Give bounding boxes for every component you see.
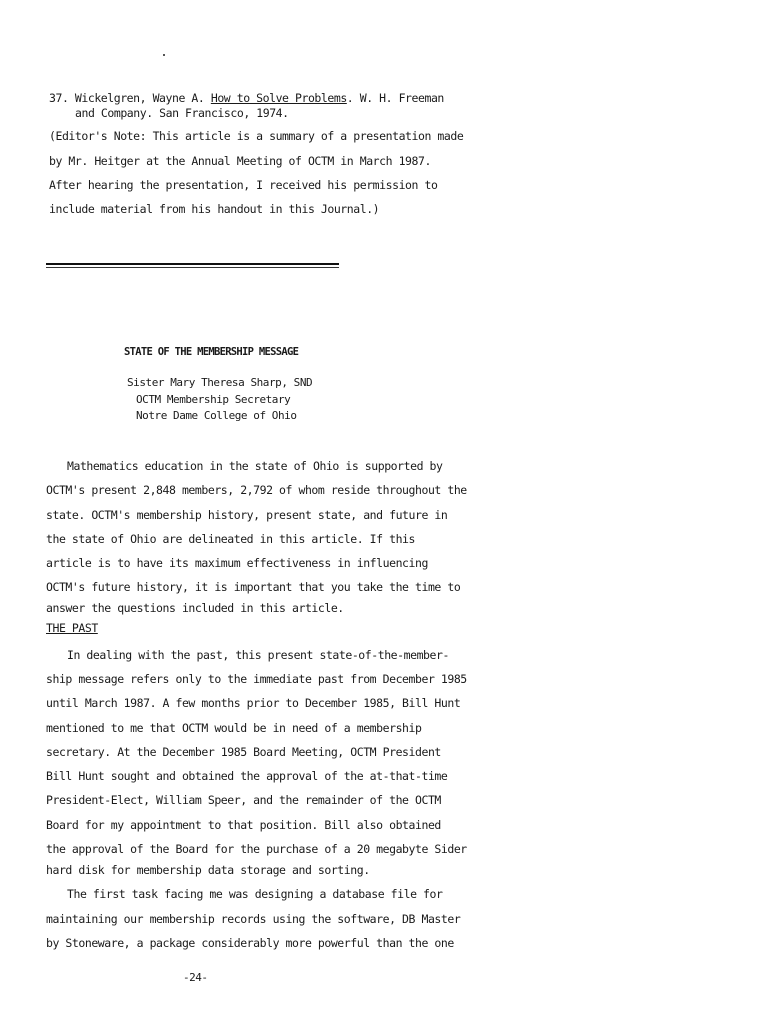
- paragraph-3-line-3: by Stoneware, a package considerably more powerful than the one: [46, 936, 454, 950]
- paragraph-1-line-4: the state of Ohio are delineated in this article. If this: [46, 532, 415, 546]
- paragraph-2-line-2: ship message refers only to the immediate past from December 1985: [46, 672, 467, 686]
- paragraph-1-line-6: OCTM's future history, it is important that you take the time to: [46, 580, 461, 594]
- page-number: -24-: [183, 971, 208, 984]
- reference-publisher: . W. H. Freeman: [346, 91, 444, 105]
- reference-author: 37. Wickelgren, Wayne A.: [49, 91, 211, 105]
- paragraph-2-line-4: mentioned to me that OCTM would be in need of a membership: [46, 721, 422, 735]
- paragraph-1-line-3: state. OCTM's membership history, present state, and future in: [46, 508, 448, 522]
- article-title: STATE OF THE MEMBERSHIP MESSAGE: [124, 346, 299, 358]
- editors-note-line-1: (Editor's Note: This article is a summary of a presentation made: [49, 129, 464, 143]
- section-heading-the-past: THE PAST: [46, 621, 98, 635]
- paragraph-2-line-3: until March 1987. A few months prior to December 1985, Bill Hunt: [46, 696, 461, 710]
- paragraph-2-line-1: In dealing with the past, this present state-of-the-member-: [67, 648, 449, 662]
- reference-book-title: How to Solve Problems: [210, 91, 347, 105]
- paragraph-3-line-1: The first task facing me was designing a database file for: [67, 887, 443, 901]
- paragraph-1-line-7: answer the questions included in this article.: [46, 601, 344, 615]
- editors-note-line-3: After hearing the presentation, I received his permission to: [49, 178, 438, 192]
- paragraph-2-line-6: Bill Hunt sought and obtained the approval of the at-that-time: [46, 769, 448, 783]
- paragraph-2-line-8: Board for my appointment to that position. Bill also obtained: [46, 818, 441, 832]
- paragraph-1-line-2: OCTM's present 2,848 members, 2,792 of whom reside throughout the: [46, 483, 467, 497]
- reference-line-1: [49, 91, 444, 105]
- article-author-role: OCTM Membership Secretary: [136, 393, 291, 406]
- paragraph-3-line-2: maintaining our membership records using the software, DB Master: [46, 912, 461, 926]
- section-divider-secondary: [46, 267, 339, 268]
- scan-speck: [163, 54, 165, 56]
- paragraph-2-line-7: President-Elect, William Speer, and the remainder of the OCTM: [46, 793, 441, 807]
- paragraph-1-line-5: article is to have its maximum effectiveness in influencing: [46, 556, 428, 570]
- paragraph-1-line-1: Mathematics education in the state of Ohio is supported by: [67, 459, 443, 473]
- reference-line-2: and Company. San Francisco, 1974.: [75, 106, 289, 120]
- section-divider: [46, 263, 339, 265]
- paragraph-2-line-10: hard disk for membership data storage and sorting.: [46, 863, 370, 877]
- editors-note-line-2: by Mr. Heitger at the Annual Meeting of OCTM in March 1987.: [49, 154, 431, 168]
- paragraph-2-line-9: the approval of the Board for the purchase of a 20 megabyte Sider: [46, 842, 467, 856]
- editors-note-line-4: include material from his handout in this Journal.): [49, 202, 380, 216]
- paragraph-2-line-5: secretary. At the December 1985 Board Meeting, OCTM President: [46, 745, 441, 759]
- article-author-affiliation: Notre Dame College of Ohio: [136, 409, 297, 422]
- article-author: Sister Mary Theresa Sharp, SND: [127, 376, 313, 389]
